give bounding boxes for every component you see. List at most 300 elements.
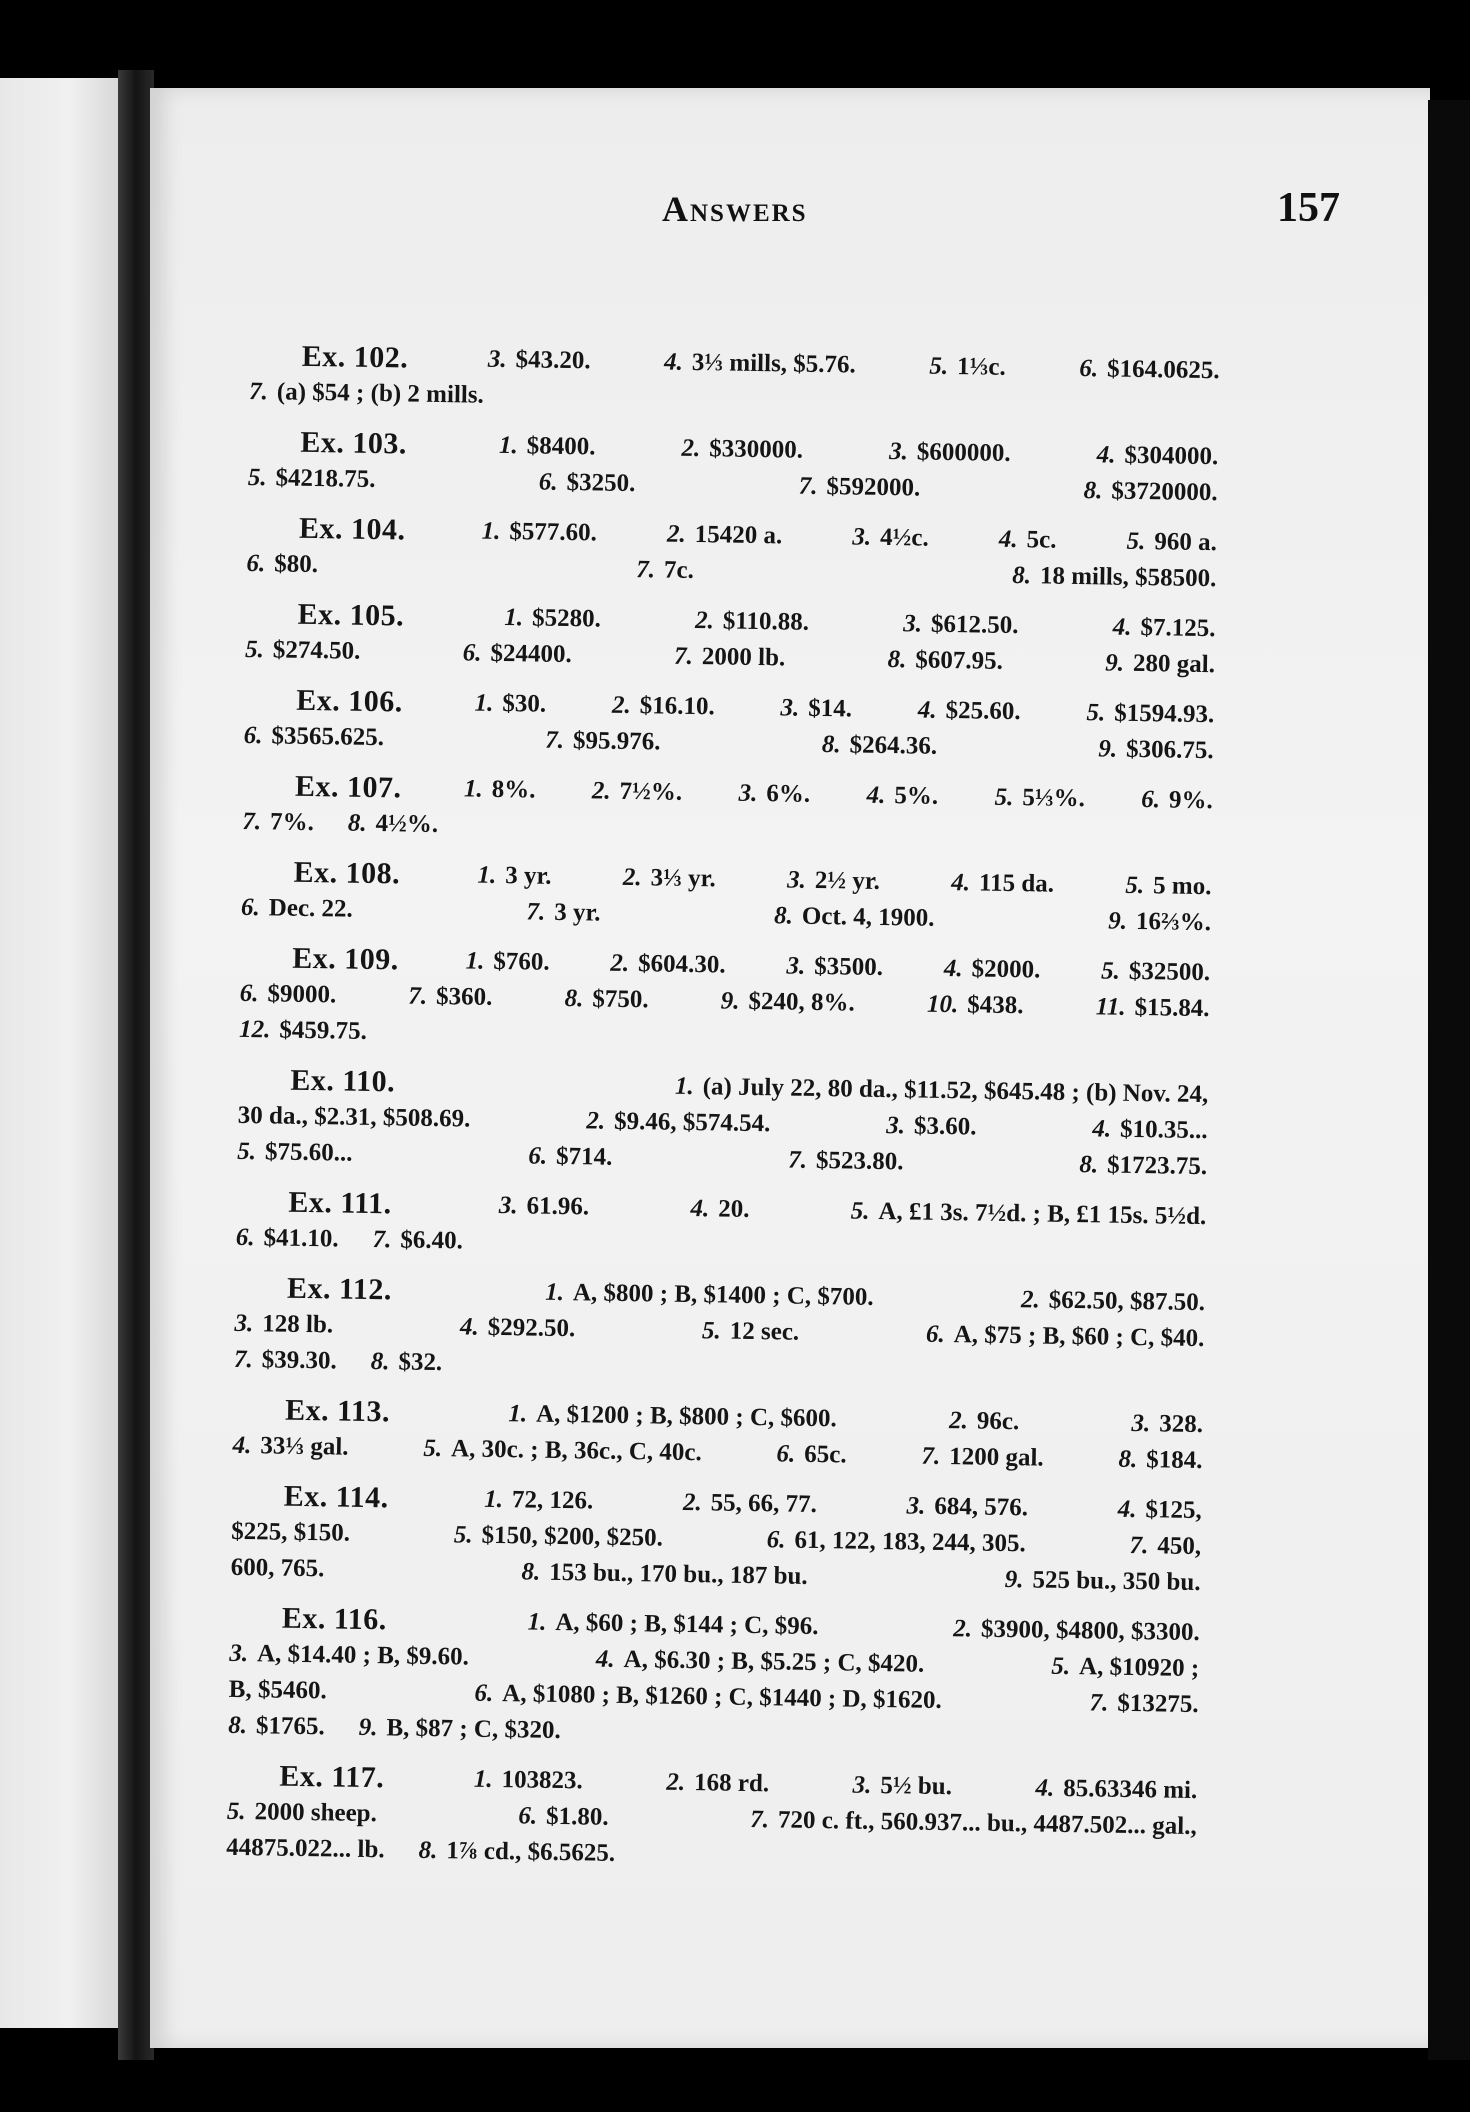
answer-text: $264.36. (849, 731, 938, 760)
problem-number: 3. (852, 523, 872, 551)
problem-number: 1. (508, 1400, 528, 1428)
answer-item (499, 1188, 590, 1225)
answer-item (239, 1012, 367, 1050)
answer-item (236, 1220, 339, 1258)
answer-item (852, 1768, 952, 1806)
problem-number: 3. (1131, 1409, 1151, 1438)
exercise-label: Ex. 116. (281, 1601, 388, 1637)
answer-item (228, 1672, 326, 1710)
answer-item (921, 1439, 1044, 1477)
answer-item (408, 979, 493, 1016)
answer-text: $8400. (526, 432, 596, 461)
answer-text: 3 yr. (505, 862, 552, 890)
answer-text: $125, (1145, 1496, 1202, 1525)
problem-number: 1. (504, 604, 524, 632)
answer-item (929, 349, 1006, 386)
answer-item (610, 946, 726, 984)
answer-text: 7%. (269, 808, 315, 837)
problem-number: 7. (1129, 1531, 1149, 1560)
answer-item (690, 1191, 750, 1228)
problem-number: 7. (242, 807, 262, 836)
answer-text: $360. (435, 983, 493, 1011)
answer-item (481, 514, 597, 552)
answer-text: A, $1200 ; B, $800 ; C, $600. (535, 1400, 837, 1433)
answer-item (241, 890, 353, 928)
problem-number: 9. (1004, 1566, 1024, 1594)
answer-text: $110.88. (722, 607, 810, 636)
answer-text: $760. (493, 947, 550, 976)
answer-item (1118, 1442, 1203, 1479)
answer-item (1086, 695, 1214, 733)
answer-text: $13275. (1117, 1689, 1199, 1719)
answer-item (738, 776, 810, 813)
answer-text: 2000 sheep. (254, 1798, 378, 1828)
answer-text: 61.96. (526, 1192, 590, 1221)
answer-text: 20. (717, 1195, 750, 1223)
problem-number: 2. (682, 1488, 702, 1517)
problem-number: 6. (235, 1223, 255, 1252)
exercise-block (228, 1600, 1200, 1759)
answer-text: 720 c. ft., 560.937... bu., 4487.502... gal., (777, 1806, 1197, 1841)
answer-item (237, 1098, 470, 1138)
problem-number: 8. (887, 646, 907, 674)
answer-text: $274.50. (272, 636, 361, 665)
exercise-label: Ex. 103. (300, 425, 408, 461)
problem-number: 7. (788, 1146, 808, 1174)
answer-text: (a) July 22, 80 da., $11.52, $645.48 ; (b) Nov. 24, (702, 1073, 1209, 1109)
answer-text: 61, 122, 183, 244, 305. (794, 1526, 1026, 1558)
problem-number: 3. (786, 952, 806, 980)
answer-text: $43.20. (515, 346, 591, 375)
problem-number: 5. (453, 1521, 473, 1549)
problem-number: 9. (358, 1713, 378, 1742)
answer-item (886, 1108, 977, 1145)
answer-text: 600, 765. (230, 1553, 325, 1583)
exercise-block (243, 682, 1214, 769)
answer-text: $9.46, $574.54. (613, 1107, 771, 1138)
answer-text: 1⅓c. (956, 353, 1006, 381)
answer-item (1012, 558, 1217, 597)
answer-item (681, 431, 803, 469)
answer-item (1117, 1492, 1202, 1529)
problem-number: 12. (238, 1015, 271, 1044)
answer-item (1108, 904, 1211, 942)
problem-number: 5. (994, 783, 1014, 812)
answer-text: $3900, $4800, $3300. (980, 1615, 1200, 1647)
problem-number: 2. (694, 607, 715, 635)
exercise-block (248, 424, 1219, 511)
problem-number: 4. (917, 696, 937, 724)
answer-text: $24400. (490, 639, 572, 669)
answer-text: $32. (398, 1348, 443, 1377)
answer-text: A, $75 ; B, $60 ; C, $40. (953, 1321, 1205, 1353)
problem-number: 4. (1096, 441, 1116, 469)
exercise-block (241, 854, 1212, 941)
exercise-block (236, 1184, 1207, 1271)
answer-item (1131, 1406, 1203, 1443)
answer-item (423, 1431, 702, 1471)
exercise-label: Ex. 109. (292, 941, 400, 977)
problem-number: 5. (423, 1434, 443, 1463)
problem-number: 8. (227, 1711, 248, 1740)
problem-number: 4. (663, 348, 684, 376)
answer-text: 12 sec. (729, 1317, 800, 1346)
answer-item (1079, 1147, 1207, 1185)
exercise-block (230, 1478, 1202, 1601)
answer-text: $62.50, $87.50. (1048, 1286, 1206, 1317)
answer-item (776, 1436, 847, 1473)
problem-number: 8. (1083, 477, 1103, 505)
answer-text: $3500. (814, 952, 884, 982)
answer-text: 525 bu., 350 bu. (1032, 1566, 1201, 1597)
answer-text: $1765. (255, 1712, 325, 1741)
answer-item (1096, 437, 1218, 475)
answer-item (926, 1317, 1205, 1357)
answer-text: $3250. (566, 468, 636, 498)
answer-item (246, 546, 318, 583)
answer-item (564, 981, 649, 1018)
exercise-block (226, 1758, 1198, 1881)
answer-item (852, 519, 929, 556)
answer-item (243, 718, 384, 756)
answer-item (664, 345, 856, 384)
exercise-block (242, 768, 1213, 855)
problem-number: 2. (586, 1107, 606, 1135)
problem-number: 9. (720, 987, 740, 1015)
answer-item (227, 1794, 378, 1832)
answer-item (683, 1485, 818, 1523)
answer-item (521, 1554, 808, 1594)
problem-number: 5. (1100, 957, 1121, 985)
answer-item (1004, 1562, 1200, 1601)
problem-number: 1. (463, 775, 483, 803)
problem-number: 5. (237, 1137, 257, 1166)
problem-number: 3. (906, 1492, 926, 1520)
answer-item (1035, 1771, 1197, 1810)
answer-item (462, 635, 572, 673)
answer-text: 128 lb. (262, 1310, 334, 1339)
answer-text: $1723.75. (1106, 1151, 1208, 1181)
problem-number: 6. (246, 549, 266, 578)
answer-item (1141, 782, 1213, 819)
exercise-label: Ex. 105. (297, 597, 405, 633)
problem-number: 3. (886, 1112, 906, 1140)
problem-number: 2. (1020, 1286, 1040, 1314)
problem-number: 2. (666, 520, 686, 548)
answer-item (918, 693, 1021, 731)
problem-number: 8. (1011, 562, 1032, 590)
answer-text: 18 mills, $58500. (1039, 562, 1217, 593)
answer-item (418, 1833, 615, 1872)
answer-text: $604.30. (637, 950, 726, 979)
problem-number: 8. (418, 1836, 438, 1865)
problem-number: 7. (798, 472, 818, 500)
answer-text: $4218.75. (275, 464, 376, 493)
answer-text: $1594.93. (1113, 699, 1215, 729)
answer-item (231, 1514, 350, 1552)
problem-number: 4. (690, 1195, 710, 1223)
answer-item (799, 469, 921, 507)
problem-number: 7. (750, 1806, 770, 1834)
answer-item (465, 943, 550, 980)
answer-text: 103823. (501, 1766, 584, 1795)
answer-item (1105, 645, 1215, 683)
answer-item (474, 686, 546, 723)
answer-text: Dec. 22. (268, 894, 354, 923)
answer-text: 6%. (766, 780, 811, 808)
answer-text: 4½c. (879, 523, 929, 552)
problem-number: 3. (888, 438, 909, 466)
answer-item (788, 1143, 904, 1181)
answer-text: 3 yr. (553, 898, 601, 927)
answers-list (226, 338, 1220, 1895)
answer-text: A, $60 ; B, $144 ; C, $96. (555, 1608, 819, 1641)
answer-item (454, 1517, 664, 1556)
answer-item (786, 949, 883, 987)
answer-text: 5%. (894, 782, 939, 810)
answer-text: 1200 gal. (949, 1443, 1044, 1472)
answer-item (586, 1103, 771, 1142)
exercise-block (239, 940, 1211, 1063)
answer-text: 96c. (976, 1407, 1020, 1436)
problem-number: 8. (1079, 1151, 1099, 1179)
problem-number: 6. (528, 1142, 548, 1170)
answer-item (666, 1765, 769, 1803)
problem-number: 5. (701, 1317, 721, 1345)
answer-text: 5 mo. (1152, 872, 1212, 901)
answer-text: 15420 a. (694, 521, 783, 550)
answer-text: $3565.625. (271, 722, 385, 752)
problem-number: 7. (233, 1345, 253, 1374)
problem-number: 8. (821, 731, 841, 759)
problem-number: 4. (1035, 1774, 1055, 1802)
problem-number: 8. (1118, 1445, 1138, 1474)
problem-number: 1. (674, 1072, 694, 1101)
answer-item (348, 806, 439, 843)
answer-item (889, 434, 1011, 472)
problem-number: 4. (595, 1645, 615, 1673)
answer-text: $15.84. (1134, 993, 1210, 1023)
answer-item (1079, 351, 1220, 389)
answer-text: $1.80. (545, 1802, 609, 1831)
answer-text: 9%. (1168, 786, 1213, 815)
problem-number: 2. (948, 1407, 969, 1435)
answer-text: $30. (502, 690, 547, 718)
answer-text: $3.60. (913, 1112, 977, 1141)
answer-item (477, 858, 552, 895)
exercise-label: Ex. 104. (298, 511, 406, 547)
answer-item (249, 374, 484, 414)
answer-text: 72, 126. (511, 1486, 594, 1515)
answer-text: $438. (967, 991, 1024, 1020)
answer-item (887, 642, 1003, 680)
answer-item (237, 1134, 353, 1172)
answer-text: 2000 lb. (701, 643, 786, 672)
problem-number: 7. (526, 898, 546, 926)
answer-text: 168 rd. (693, 1769, 770, 1798)
answer-text: $14. (808, 694, 853, 723)
answer-text: $607.95. (915, 646, 1004, 675)
problem-number: 3. (487, 345, 507, 374)
problem-number: 8. (564, 985, 584, 1013)
problem-number: 10. (926, 990, 959, 1019)
running-head (240, 185, 1390, 248)
problem-number: 6. (925, 1320, 945, 1349)
answer-item (903, 606, 1019, 644)
answer-item (927, 987, 1024, 1025)
answer-item (596, 1642, 925, 1683)
answer-item (460, 1309, 576, 1347)
exercise-block (245, 596, 1216, 683)
answer-text: B, $5460. (228, 1675, 327, 1705)
problem-number: 2. (681, 434, 701, 463)
answer-item (488, 342, 591, 380)
answer-item (592, 773, 683, 810)
problem-number: 1. (473, 1765, 493, 1793)
answer-text: $592000. (826, 473, 921, 502)
answer-text: 960 a. (1154, 528, 1218, 557)
problem-number: 5. (850, 1197, 870, 1225)
problem-number: 2. (591, 777, 611, 805)
problem-number: 5. (1086, 699, 1106, 727)
exercise-label: Ex. 106. (296, 683, 404, 719)
answer-item (239, 976, 336, 1014)
problem-number: 7. (545, 726, 565, 754)
problem-number: 6. (462, 639, 482, 667)
exercise-block (249, 338, 1220, 425)
problem-number: 6. (243, 721, 263, 750)
answer-item (721, 983, 856, 1021)
answer-text: A, $10920 ; (1078, 1653, 1200, 1683)
answer-item (358, 1710, 561, 1749)
problem-number: 7. (921, 1442, 941, 1470)
answer-text: 33⅓ gal. (260, 1432, 349, 1461)
problem-number: 6. (1079, 355, 1099, 383)
problem-number: 1. (545, 1278, 565, 1307)
answer-item (474, 1762, 584, 1800)
answer-text: 328. (1159, 1410, 1204, 1439)
problem-number: 6. (518, 1802, 538, 1830)
problem-number: 3. (786, 866, 807, 894)
answer-text: 7½%. (619, 777, 683, 806)
problem-number: 7. (636, 556, 656, 584)
problem-number: 9. (1107, 907, 1128, 935)
answer-text: 5⅓%. (1022, 784, 1086, 813)
problem-number: 2. (666, 1768, 686, 1797)
problem-number: 5. (1051, 1652, 1071, 1681)
running-head-title: Answers (662, 189, 808, 229)
answer-text: A, $800 ; B, $1400 ; C, $700. (572, 1279, 874, 1311)
answer-item (245, 632, 361, 670)
problem-number: 1. (498, 431, 518, 460)
answer-text: A, £1 3s. 7½d. ; B, £1 15s. 5½d. (878, 1197, 1207, 1231)
problem-number: 6. (1141, 786, 1161, 814)
problem-number: 8. (370, 1348, 390, 1376)
answer-item (944, 951, 1041, 989)
problem-number: 6. (776, 1440, 796, 1468)
answer-text: 55, 66, 77. (710, 1489, 818, 1519)
answer-text: $459.75. (279, 1016, 368, 1045)
answer-item (1092, 1111, 1208, 1149)
answer-item (999, 522, 1057, 559)
answer-item (370, 1344, 442, 1381)
problem-number: 4. (866, 781, 886, 810)
problem-number: 1. (484, 1485, 504, 1514)
answer-text: (a) $54 ; (b) 2 mills. (276, 378, 485, 409)
answer-text: $80. (273, 550, 319, 579)
answer-item (866, 778, 938, 815)
problem-number: 7. (408, 982, 428, 1010)
answer-text: $10.35... (1119, 1115, 1208, 1145)
answer-item (623, 860, 716, 897)
problem-number: 4. (459, 1313, 479, 1341)
answer-text: $750. (592, 985, 649, 1014)
answer-item (518, 1798, 609, 1835)
answer-text: $5280. (531, 604, 602, 633)
answer-item (228, 1708, 325, 1746)
problem-number: 1. (527, 1608, 547, 1636)
answer-item (508, 1396, 837, 1437)
answer-item (242, 804, 314, 841)
answer-item (1125, 868, 1212, 905)
answer-item (750, 1802, 1197, 1845)
exercise-block (237, 1062, 1209, 1185)
answer-text: $304000. (1124, 441, 1219, 471)
answer-item (484, 1482, 594, 1520)
answer-item (526, 894, 601, 931)
answer-item (674, 639, 786, 677)
answer-text: $7.125. (1140, 614, 1216, 643)
answer-item (822, 727, 938, 765)
answer-item (545, 1275, 874, 1316)
problem-number: 4. (951, 869, 971, 897)
answer-text: 450, (1157, 1532, 1202, 1561)
answer-item (1101, 953, 1211, 991)
answer-text: 8%. (491, 775, 536, 804)
answer-text: 115 da. (978, 869, 1055, 898)
problem-number: 3. (780, 694, 800, 722)
answer-item (774, 898, 935, 937)
problem-number: 4. (1112, 613, 1132, 641)
problem-number: 7. (673, 642, 694, 670)
answer-text: $240, 8%. (748, 987, 855, 1017)
problem-number: 3. (852, 1771, 872, 1799)
answer-item (850, 1194, 1206, 1236)
exercise-label: Ex. 110. (290, 1063, 396, 1099)
answer-item (953, 1611, 1200, 1651)
answer-item (1095, 989, 1209, 1027)
facing-page-edge (0, 78, 118, 2028)
answer-text: 2½ yr. (814, 866, 881, 895)
answer-item (951, 865, 1054, 903)
problem-number: 6. (240, 893, 261, 922)
answer-text: $75.60... (264, 1138, 353, 1167)
answer-item (906, 1488, 1028, 1526)
problem-number: 5. (247, 463, 267, 492)
answer-text: B, $87 ; C, $320. (386, 1714, 561, 1745)
answer-item (612, 688, 715, 726)
problem-number: 3. (234, 1309, 254, 1338)
problem-number: 1. (465, 947, 485, 975)
problem-number: 2. (953, 1615, 973, 1643)
problem-number: 8. (773, 902, 794, 930)
problem-number: 6. (474, 1679, 494, 1707)
problem-number: 8. (347, 809, 367, 837)
problem-number: 6. (239, 979, 259, 1008)
exercise-label: Ex. 114. (283, 1479, 389, 1515)
problem-number: 6. (766, 1526, 786, 1554)
problem-number: 6. (538, 468, 558, 496)
